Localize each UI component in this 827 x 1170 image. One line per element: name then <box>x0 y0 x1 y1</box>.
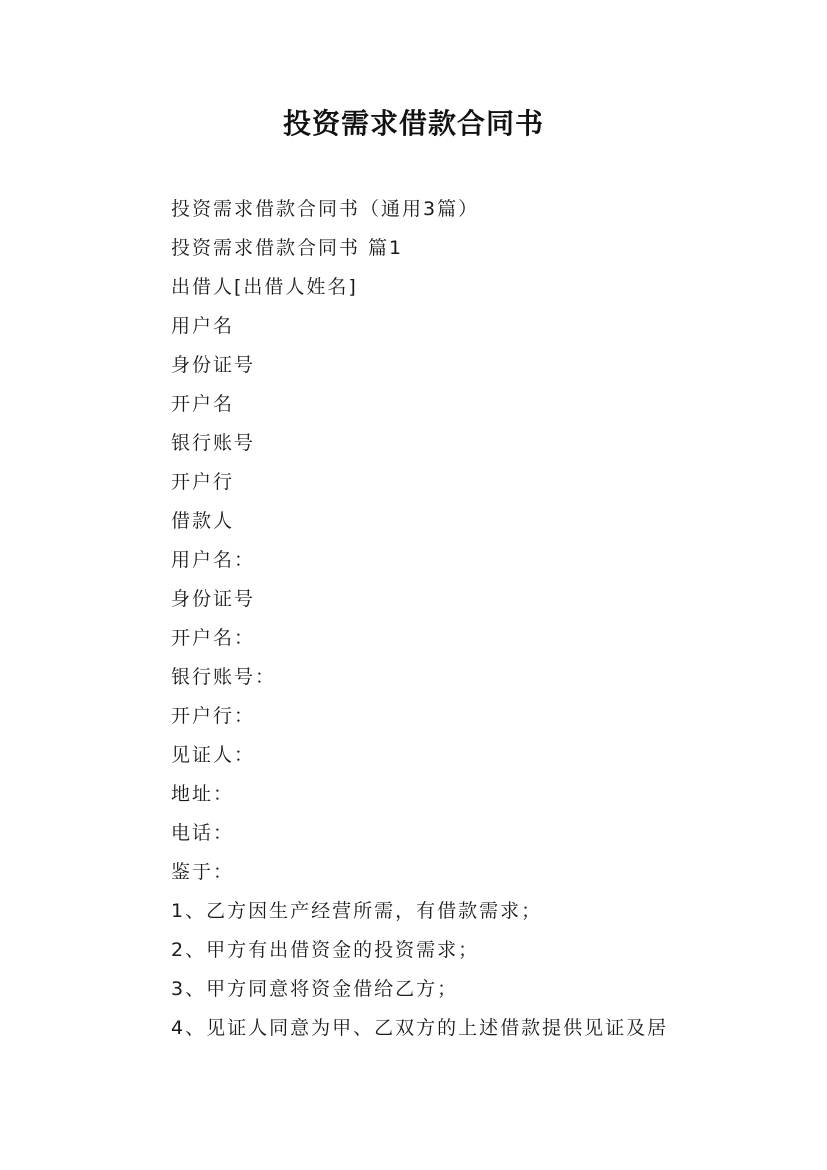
whereas-heading: 鉴于： <box>171 861 235 883</box>
document-title: 投资需求借款合同书 <box>282 107 544 140</box>
lender-bank-account-field: 银行账号 <box>171 432 256 454</box>
borrower-id-number-field: 身份证号 <box>171 588 256 610</box>
lender-id-number-field: 身份证号 <box>171 354 256 376</box>
document-body <box>171 190 771 1048</box>
clause-item: 1、乙方因生产经营所需，有借款需求； <box>171 900 543 922</box>
borrower-username-field: 用户名： <box>171 549 256 571</box>
lender-account-name-field: 开户名 <box>171 393 235 415</box>
lender-username-field: 用户名 <box>171 315 235 337</box>
subtitle-line: 投资需求借款合同书（通用3篇） <box>171 198 480 220</box>
section-heading: 投资需求借款合同书 篇1 <box>171 237 404 259</box>
borrower-bank-branch-field: 开户行： <box>171 705 256 727</box>
lender-bank-branch-field: 开户行 <box>171 471 235 493</box>
clause-item: 2、甲方有出借资金的投资需求； <box>171 939 480 961</box>
borrower-account-name-field: 开户名： <box>171 627 256 649</box>
address-field: 地址： <box>171 783 235 805</box>
lender-label: 出借人[出借人姓名] <box>171 276 358 298</box>
clause-item: 3、甲方同意将资金借给乙方； <box>171 978 459 1000</box>
phone-field: 电话： <box>171 822 235 844</box>
borrower-label: 借款人 <box>171 510 235 532</box>
borrower-bank-account-field: 银行账号： <box>171 666 277 688</box>
clause-item: 4、见证人同意为甲、乙双方的上述借款提供见证及居 <box>171 1017 669 1039</box>
witness-label: 见证人： <box>171 744 256 766</box>
